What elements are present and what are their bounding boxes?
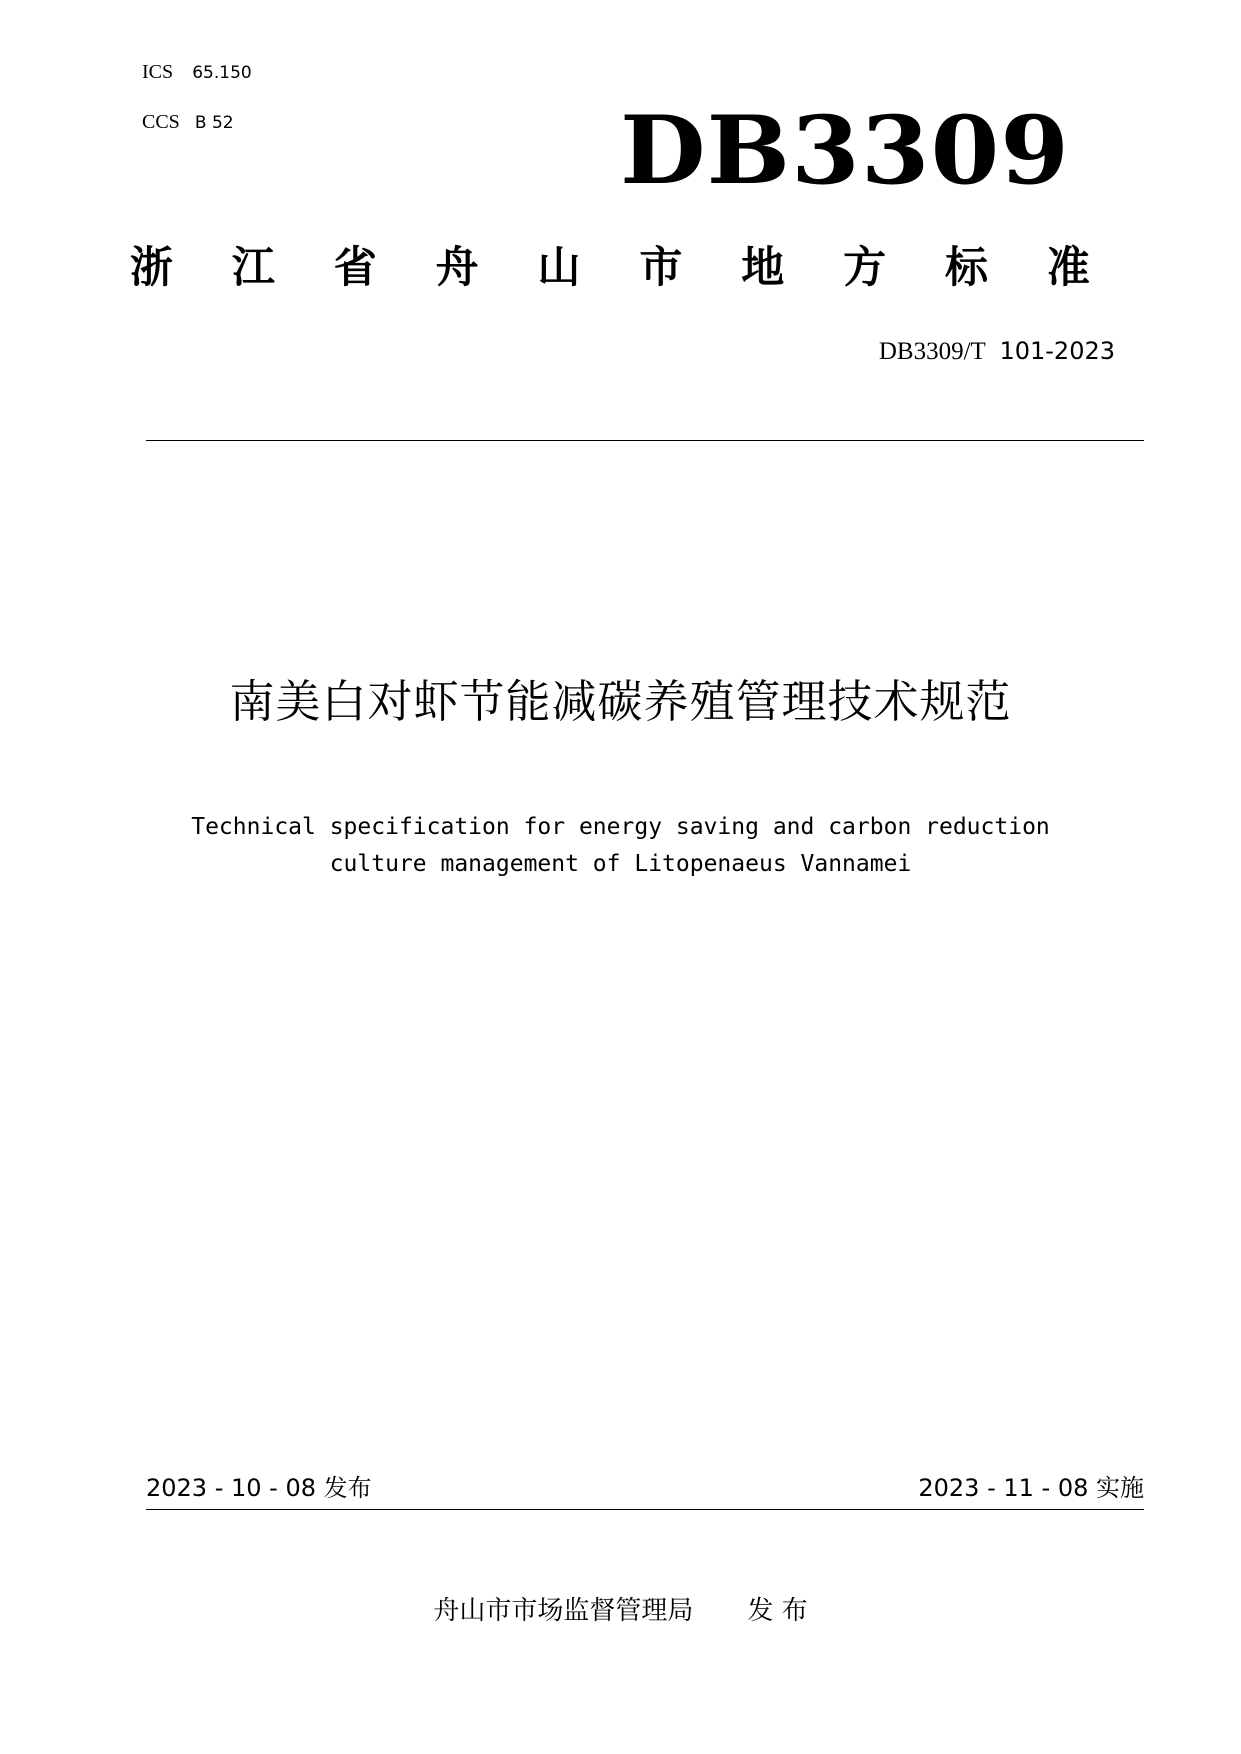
standard-kind-char: 市: [639, 243, 683, 293]
ics-value: 65.150: [192, 63, 252, 83]
title-english: [0, 809, 1241, 883]
title-english-line: Technical specification for energy saving and carbon reduction: [191, 814, 1050, 840]
standard-kind-char: 方: [843, 243, 887, 293]
ccs-label: CCS: [142, 111, 180, 133]
title-english-line: culture management of Litopenaeus Vannamei: [329, 851, 912, 877]
standard-number-suffix: 101-2023: [999, 337, 1115, 365]
standard-kind-char: 江: [231, 243, 275, 293]
standard-kind-char: 浙: [130, 243, 173, 293]
standard-kind-char: 准: [1046, 243, 1090, 293]
footer-divider: [146, 1509, 1144, 1510]
standard-number-prefix: DB3309/T: [878, 338, 986, 365]
ccs-code: [142, 110, 234, 135]
issue-action: 发 布: [747, 1596, 808, 1626]
standard-kind-char: 标: [945, 243, 988, 293]
standard-kind-char: 地: [741, 243, 785, 293]
standard-kind: [130, 240, 1090, 296]
issuer-line: [0, 1593, 1241, 1629]
publish-date: 2023 - 10 - 08 发布: [146, 1474, 372, 1502]
standard-kind-char: 舟: [435, 243, 479, 293]
ics-label: ICS: [142, 61, 174, 83]
header-divider: [146, 440, 1144, 441]
standard-kind-char: 省: [333, 243, 377, 293]
db-code-logo: DB3309: [620, 96, 1071, 206]
issuer-name: 舟山市市场监督管理局: [433, 1596, 694, 1626]
standard-number: [879, 336, 1115, 367]
implement-date: 2023 - 11 - 08 实施: [918, 1474, 1144, 1502]
title-chinese: 南美白对虾节能减碳养殖管理技术规范: [229, 675, 1012, 728]
ccs-value: B 52: [194, 113, 234, 133]
standard-kind-char: 山: [537, 243, 581, 293]
ics-code: [142, 60, 252, 85]
